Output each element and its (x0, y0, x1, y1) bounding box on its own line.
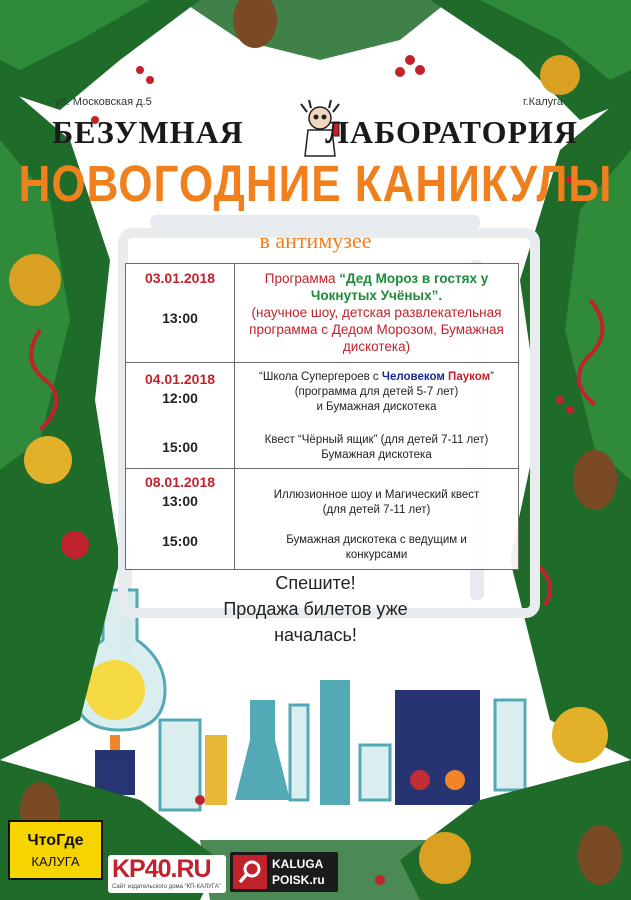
event-details: и Бумажная дискотека (316, 401, 437, 413)
schedule-time: 15:00 (162, 439, 198, 455)
address-city: г.Калуга (522, 96, 563, 108)
program-event (239, 370, 514, 415)
program-title: “Дед Мороз в гостях у Чокнутых Учёных”. (310, 271, 489, 303)
schedule-day2-when (126, 363, 235, 468)
cta-line-3: началась! (274, 625, 357, 645)
schedule-date: 04.01.2018 (144, 371, 216, 387)
program-event (239, 488, 514, 518)
schedule-day2-program (235, 363, 518, 468)
cta-line-2: Продажа билетов уже (223, 599, 408, 619)
schedule-table (125, 263, 519, 570)
schedule-date: 03.01.2018 (144, 270, 216, 286)
kp40-logo-text: KP40.RU (112, 855, 211, 883)
event-details: (программа для детей 5-7 лет) (294, 386, 459, 398)
program-details: (научное шоу, детская развлекательная программа с Дедом Морозом, Бумажная дискотека) (249, 305, 504, 354)
event-details: Бумажная дискотека (321, 449, 432, 461)
event-details: (для детей 7-11 лет) (322, 504, 431, 516)
chtogde-logo-top: ЧтоГде (27, 832, 84, 849)
event-title: Бумажная дискотека с ведущим и (286, 534, 467, 546)
brand-word-right: ЛАБОРАТОРИЯ (325, 114, 578, 150)
cta-line-1: Спешите! (275, 573, 356, 593)
schedule-time: 15:00 (162, 533, 198, 549)
program-prefix: Программа (264, 271, 336, 286)
chtogde-logo-bottom: КАЛУГА (31, 854, 80, 869)
event-suffix: ” (490, 371, 494, 383)
schedule-time: 13:00 (162, 310, 198, 326)
event-details: конкурсами (345, 549, 408, 561)
schedule-day1-program (235, 264, 518, 362)
schedule-row-day3 (126, 468, 518, 569)
address-street: ул. Московская д.5 (55, 96, 152, 108)
kp40-logo-caption: Сайт издательского дома “КП-КАЛУГА” (112, 884, 221, 890)
event-prefix: “Школа Супергероев с (259, 371, 379, 383)
poisk-logo-top: KALUGA (272, 857, 324, 871)
poisk-logo-bottom: POISK.ru (272, 873, 325, 887)
schedule-day3-program (235, 469, 518, 569)
call-to-action (0, 570, 631, 648)
schedule-row-day1 (126, 264, 518, 362)
page-title: НОВОГОДНИЕ КАНИКУЛЫ (18, 156, 613, 213)
schedule-date: 08.01.2018 (144, 474, 216, 490)
event-title: Квест “Чёрный ящик” (для детей 7-11 лет) (264, 434, 489, 446)
event-title: Иллюзионное шоу и Магический квест (273, 489, 480, 501)
chtogde-kaluga-logo (8, 820, 103, 880)
schedule-time: 13:00 (162, 493, 198, 509)
schedule-day3-when (126, 469, 235, 569)
event-hero-second: Пауком (448, 371, 491, 383)
page-subtitle: в антимузее (259, 228, 372, 253)
schedule-time: 12:00 (162, 390, 198, 406)
magnifier-icon (233, 855, 267, 889)
kaluga-poisk-logo (230, 852, 338, 892)
kp40-logo (108, 855, 226, 893)
schedule-row-day2 (126, 362, 518, 468)
program-event (239, 433, 514, 463)
brand-logo (40, 112, 580, 158)
program-event (239, 533, 514, 563)
schedule-day1-when (126, 264, 235, 362)
event-hero-first: Человеком (381, 371, 445, 383)
program-description (239, 270, 514, 355)
brand-word-left: БЕЗУМНАЯ (52, 114, 244, 150)
